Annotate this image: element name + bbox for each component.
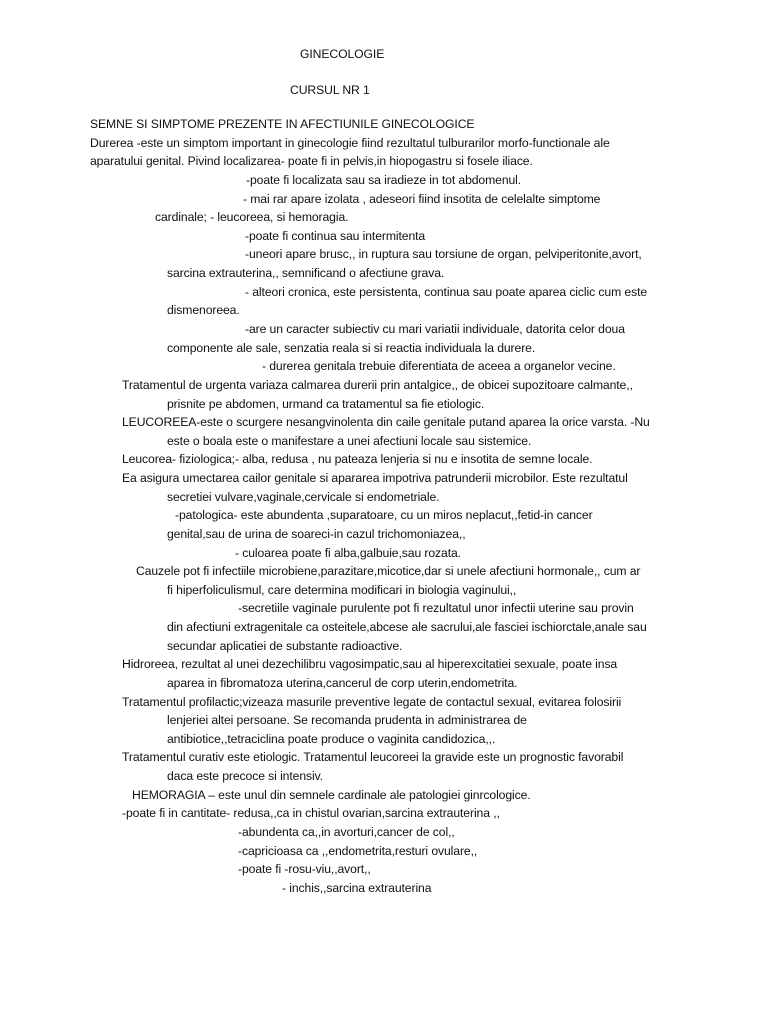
section-heading: SEMNE SI SIMPTOME PREZENTE IN AFECTIUNILE GINECOLOGICE <box>90 117 475 131</box>
text-line: - alteori cronica, este persistenta, continua sau poate aparea ciclic cum este <box>245 285 648 299</box>
text-line: -secretiile vaginale purulente pot fi rezultatul unor infectii uterine sau provin <box>238 601 634 615</box>
text-line: secretiei vulvare,vaginale,cervicale si endometriale. <box>167 490 440 504</box>
text-line: Ea asigura umectarea cailor genitale si apararea impotriva patrunderii microbilor. Este rezultatul <box>122 471 628 485</box>
text-line: -uneori apare brusc,, in ruptura sau torsiune de organ, pelviperitonite,avort, <box>245 247 642 261</box>
text-line: prisnite pe abdomen, urmand ca tratamentul sa fie etiologic. <box>167 397 485 411</box>
text-line: daca este precoce si intensiv. <box>167 769 323 783</box>
text-line: sarcina extrauterina,, semnificand o afectiune grava. <box>167 266 445 280</box>
text-line: Cauzele pot fi infectiile microbiene,parazitare,micotice,dar si unele afectiuni hormonale,, cum ar <box>136 564 641 578</box>
text-line: genital,sau de urina de soareci-in cazul trichomoniazea,, <box>167 527 466 541</box>
text-line: aparea in fibromatoza uterina,cancerul de corp uterin,endometrita. <box>167 676 518 690</box>
text-line: - mai rar apare izolata , adeseori fiind insotita de celelalte simptome <box>243 192 601 206</box>
section-heading: HEMORAGIA – este unul din semnele cardinale ale patologiei ginrcologice. <box>132 788 531 802</box>
text-line: -patologica- este abundenta ,suparatoare, cu un miros neplacut,,fetid-in cancer <box>175 508 593 522</box>
document-title: GINECOLOGIE <box>300 47 385 61</box>
text-line: - inchis,,sarcina extrauterina <box>282 881 432 895</box>
text-line: -poate fi -rosu-viu,,avort,, <box>238 862 371 876</box>
course-number: CURSUL NR 1 <box>290 83 370 97</box>
text-line: -poate fi continua sau intermitenta <box>245 229 426 243</box>
text-line: -capricioasa ca ,,endometrita,resturi ovulare,, <box>238 844 478 858</box>
text-line: Leucorea- fiziologica;- alba, redusa , nu pateaza lenjeria si nu e insotita de semne locale. <box>122 452 593 466</box>
text-line: -poate fi localizata sau sa iradieze in tot abdomenul. <box>246 173 522 187</box>
text-line: - culoarea poate fi alba,galbuie,sau rozata. <box>235 546 461 560</box>
text-line: -are un caracter subiectiv cu mari variatii individuale, datorita celor doua <box>245 322 625 336</box>
text-line: Hidroreea, rezultat al unei dezechilibru vagosimpatic,sau al hiperexcitatiei sexuale, poate insa <box>122 657 618 671</box>
text-line: fi hiperfoliculismul, care determina modificari in biologia vaginului,, <box>167 583 517 597</box>
text-line: Tratamentul curativ este etiologic. Tratamentul leucoreei la gravide este un prognostic favorabil <box>122 750 624 764</box>
text-line: componente ale sale, senzatia reala si si reactia individuala la durere. <box>167 341 536 355</box>
text-line: secundar aplicatiei de substante radioactive. <box>167 639 403 653</box>
text-line: -abundenta ca,,in avorturi,cancer de col,, <box>238 825 455 839</box>
text-line: cardinale; - leucoreea, si hemoragia. <box>155 210 349 224</box>
text-line: Durerea -este un simptom important in ginecologie fiind rezultatul tulburarilor morfo-functionale ale <box>90 136 610 150</box>
text-line: LEUCOREEA-este o scurgere nesangvinolenta din caile genitale putand aparea la orice varsta. -Nu <box>122 415 650 429</box>
text-line: Tratamentul profilactic;vizeaza masurile preventive legate de contactul sexual, evitarea folosirii <box>122 695 622 709</box>
text-line: lenjeriei altei persoane. Se recomanda prudenta in administrarea de <box>167 713 527 727</box>
text-line: este o boala este o manifestare a unei afectiuni locale sau sistemice. <box>167 434 532 448</box>
text-line: din afectiuni extragenitale ca osteitele,abcese ale sacrului,ale fasciei ischiorctale,anale sau <box>167 620 647 634</box>
text-line: aparatului genital. Pivind localizarea- poate fi in pelvis,in hiopogastru si fosele iliace. <box>90 154 533 168</box>
text-line: dismenoreea. <box>167 303 240 317</box>
text-line: -poate fi in cantitate- redusa,,ca in chistul ovarian,sarcina extrauterina ,, <box>122 806 500 820</box>
text-line: Tratamentul de urgenta variaza calmarea durerii prin antalgice,, de obicei supozitoare calmante,, <box>122 378 633 392</box>
text-line: antibiotice,,tetraciclina poate produce o vaginita candidozica,,. <box>167 732 496 746</box>
text-line: - durerea genitala trebuie diferentiata de aceea a organelor vecine. <box>262 359 616 373</box>
